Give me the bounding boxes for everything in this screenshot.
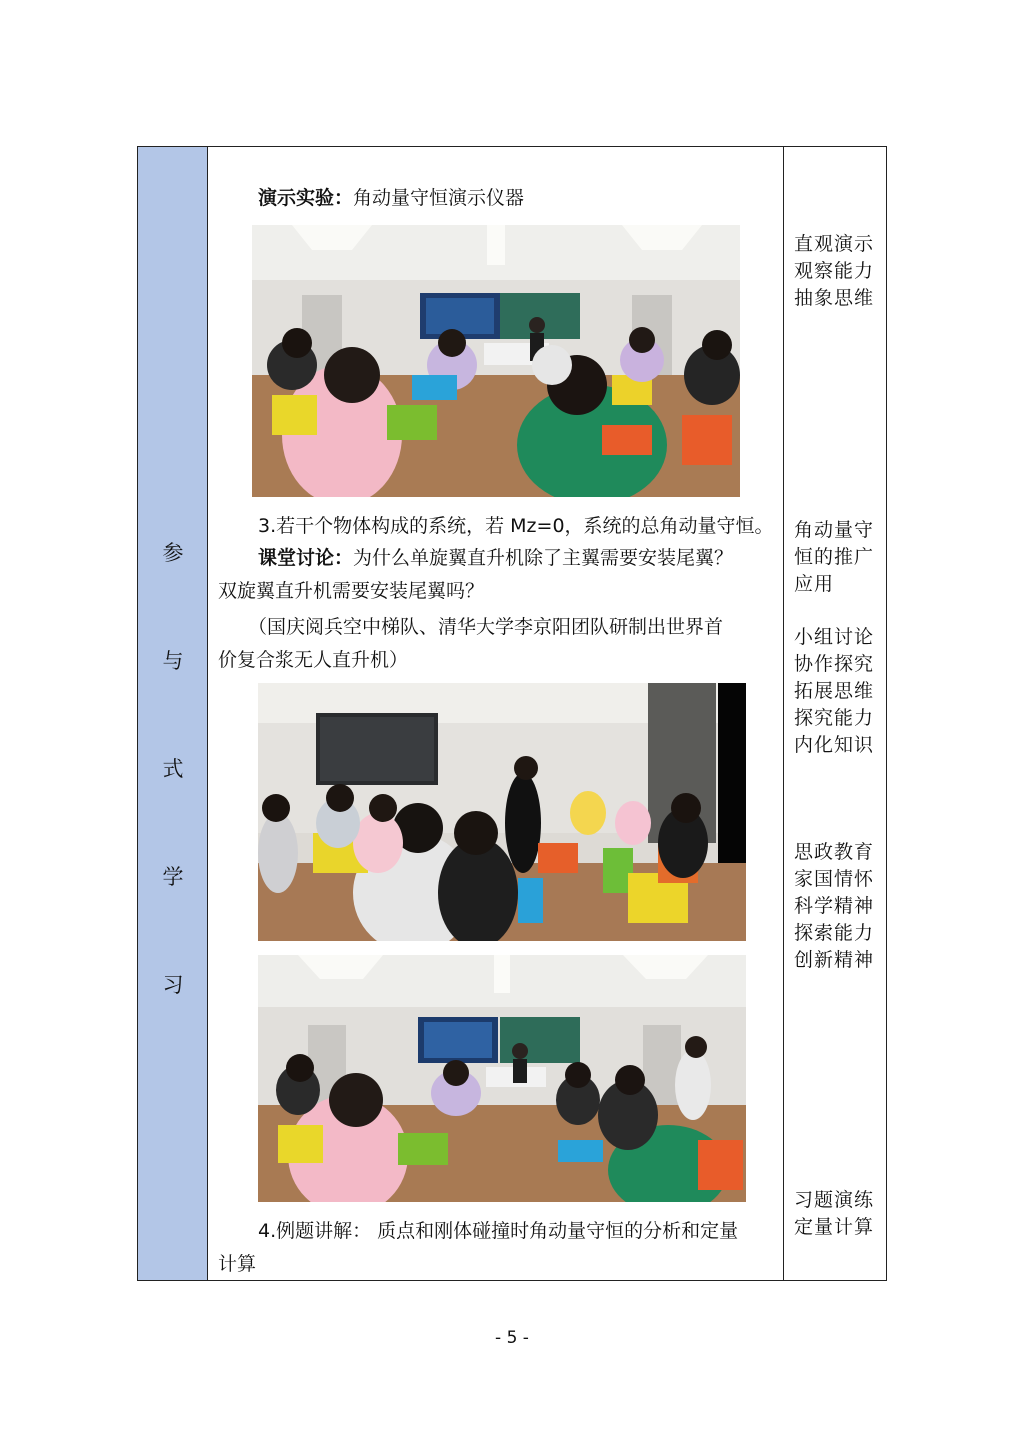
demo-label: 演示实验： — [258, 187, 354, 209]
parenthetical-line-2: 价复合浆无人直升机） — [218, 649, 409, 671]
section-label-char: 学 — [162, 865, 184, 889]
discussion-continued: 双旋翼直升机需要安装尾翼吗？ — [218, 580, 485, 602]
item-4-continued: 计算 — [218, 1253, 257, 1275]
note-intuitive-demo: 直观演示 观察能力 抽象思维 — [794, 233, 875, 309]
content-column — [208, 147, 783, 1280]
section-label-char: 习 — [162, 973, 184, 997]
discussion-label: 课堂讨论： — [258, 547, 354, 569]
section-label-char: 参 — [162, 541, 184, 565]
note-conservation-application: 角动量守 恒的推广 应用 — [794, 519, 875, 595]
item-4: 4.例题讲解： 质点和刚体碰撞时角动量守恒的分析和定量 — [258, 1220, 739, 1242]
discussion-text: 为什么单旋翼直升机除了主翼需要安装尾翼？ — [353, 547, 734, 569]
section-label-column — [138, 147, 208, 1280]
demo-text: 角动量守恒演示仪器 — [353, 187, 525, 209]
classroom-demo-photo — [252, 225, 740, 497]
page-number: - 5 - — [495, 1328, 529, 1348]
note-ideological-education: 思政教育 家国情怀 科学精神 探索能力 创新精神 — [794, 841, 875, 971]
note-group-discussion: 小组讨论 协作探究 拓展思维 探究能力 内化知识 — [794, 626, 875, 756]
note-exercise-practice: 习题演练 定量计算 — [794, 1189, 875, 1238]
classroom-lecture-photo — [258, 955, 746, 1202]
section-label-char: 式 — [162, 757, 184, 781]
demo-heading — [258, 185, 524, 212]
parenthetical-line-1: （国庆阅兵空中梯队、清华大学李京阳团队研制出世界首 — [248, 616, 724, 638]
lesson-plan-table — [137, 146, 887, 1281]
notes-column — [783, 147, 887, 1280]
discussion-line — [258, 545, 733, 572]
group-discussion-photo — [258, 683, 746, 941]
item-3: 3.若干个物体构成的系统，若 Mz=0，系统的总角动量守恒。 — [258, 515, 774, 537]
section-label-char: 与 — [162, 649, 184, 673]
